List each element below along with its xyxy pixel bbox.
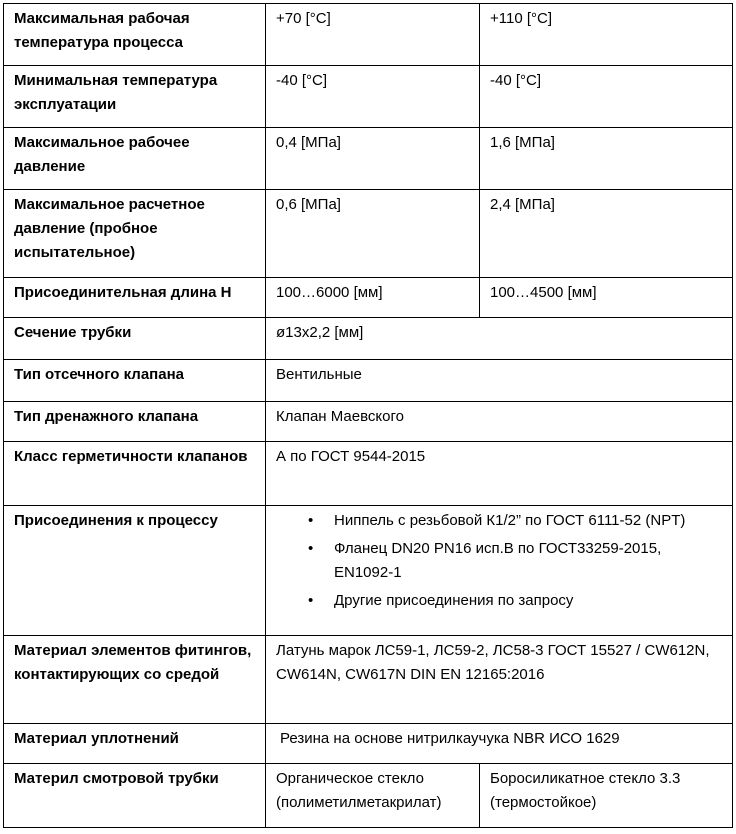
value-cell: 2,4 [МПа] [480,190,733,278]
table-row [4,724,733,764]
table-row [4,4,733,66]
param-cell: Присоединения к процессу [4,506,266,636]
param-cell: Тип отсечного клапана [4,360,266,402]
list-item: • Фланец DN20 PN16 исп.В по ГОСТ33259-2015, EN1092-1 [334,537,724,585]
value-cell: 1,6 [МПа] [480,128,733,190]
list-item: • Ниппель с резьбовой К1/2” по ГОСТ 6111-52 (NPT) [334,509,724,533]
table-row [4,636,733,724]
value-cell: Клапан Маевского [266,402,733,442]
value-cell: 100…4500 [мм] [480,278,733,318]
value-cell: 0,4 [МПа] [266,128,480,190]
value-cell: +70 [°C] [266,4,480,66]
param-cell: Минимальная температура эксплуатации [4,66,266,128]
table-row [4,278,733,318]
value-cell: Вентильные [266,360,733,402]
value-cell: Органическое стекло (полиметилметакрилат) [266,764,480,828]
value-cell: -40 [°C] [266,66,480,128]
value-cell: 0,6 [МПа] [266,190,480,278]
list-item: • Другие присоединения по запросу [334,589,724,613]
value-cell: +110 [°C] [480,4,733,66]
table-row [4,506,733,636]
param-cell: Присоединительная длина H [4,278,266,318]
table-row [4,190,733,278]
value-cell [266,506,733,636]
specifications-table [3,3,733,828]
param-cell: Тип дренажного клапана [4,402,266,442]
param-cell: Материал элементов фитингов, контактирующих со средой [4,636,266,724]
param-cell: Класс герметичности клапанов [4,442,266,506]
table-row [4,360,733,402]
value-cell: ø13x2,2 [мм] [266,318,733,360]
value-cell: А по ГОСТ 9544-2015 [266,442,733,506]
param-cell: Максимальное расчетное давление (пробное испытательное) [4,190,266,278]
param-cell: Материл смотровой трубки [4,764,266,828]
table-row [4,764,733,828]
param-cell: Максимальная рабочая температура процесса [4,4,266,66]
table-row [4,318,733,360]
table-row [4,128,733,190]
value-cell: Боросиликатное стекло 3.3 (термостойкое) [480,764,733,828]
value-cell: -40 [°C] [480,66,733,128]
param-cell: Максимальное рабочее давление [4,128,266,190]
table-row [4,66,733,128]
value-cell: 100…6000 [мм] [266,278,480,318]
param-cell: Сечение трубки [4,318,266,360]
table-row [4,442,733,506]
value-cell: Латунь марок ЛС59-1, ЛС59-2, ЛС58-3 ГОСТ 15527 / CW612N, CW614N, CW617N DIN EN 12165:2016 [266,636,733,724]
param-cell: Материал уплотнений [4,724,266,764]
connection-list [276,509,724,613]
value-cell: Резина на основе нитрилкаучука NBR ИСО 1629 [266,724,733,764]
table-row [4,402,733,442]
